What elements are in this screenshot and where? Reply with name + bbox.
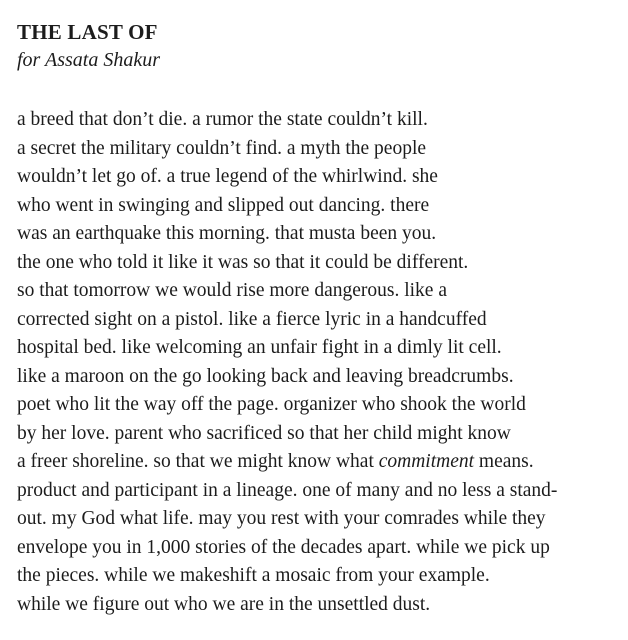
poem-dedication: for Assata Shakur — [17, 49, 160, 71]
poem-line: who went in swinging and slipped out dancing. there — [17, 194, 430, 216]
poem-line: was an earthquake this morning. that musta been you. — [17, 223, 437, 244]
poem-line: corrected sight on a pistol. like a fierce lyric in a handcuffed — [17, 308, 487, 330]
poem-line: a secret the military couldn’t find. a myth the people — [17, 137, 427, 159]
poem-line: product and participant in a lineage. one of many and no less a stand- — [17, 479, 558, 501]
poem-title: THE LAST OF — [17, 20, 158, 44]
poem-line: out. my God what life. may you rest with your comrades while they — [17, 508, 546, 529]
poem-line: the pieces. while we makeshift a mosaic from your example. — [17, 565, 490, 586]
poem-line: so that tomorrow we would rise more dangerous. like a — [17, 280, 447, 301]
poem-line: poet who lit the way off the page. organizer who shook the world — [17, 394, 526, 415]
poem-line: by her love. parent who sacrificed so that her child might know — [17, 422, 511, 444]
poem-line: hospital bed. like welcoming an unfair fight in a dimly lit cell. — [17, 337, 502, 358]
poem-line: a breed that don’t die. a rumor the state couldn’t kill. — [17, 109, 428, 130]
poem-line: the one who told it like it was so that it could be different. — [17, 251, 469, 273]
poem-line-segment: a freer shoreline. so that we might know what — [17, 451, 379, 472]
poem-line: like a maroon on the go looking back and leaving breadcrumbs. — [17, 365, 514, 387]
poem-line-segment: means. — [474, 451, 534, 472]
poem-line-italic-word: commitment — [378, 451, 475, 472]
poem-line: envelope you in 1,000 stories of the decades apart. while we pick up — [17, 536, 550, 558]
poem-line: while we figure out who we are in the unsettled dust. — [17, 593, 431, 615]
poem-line: wouldn’t let go of. a true legend of the whirlwind. she — [17, 166, 438, 187]
poem-body — [17, 106, 608, 619]
poem-line-with-emphasis — [17, 448, 608, 477]
